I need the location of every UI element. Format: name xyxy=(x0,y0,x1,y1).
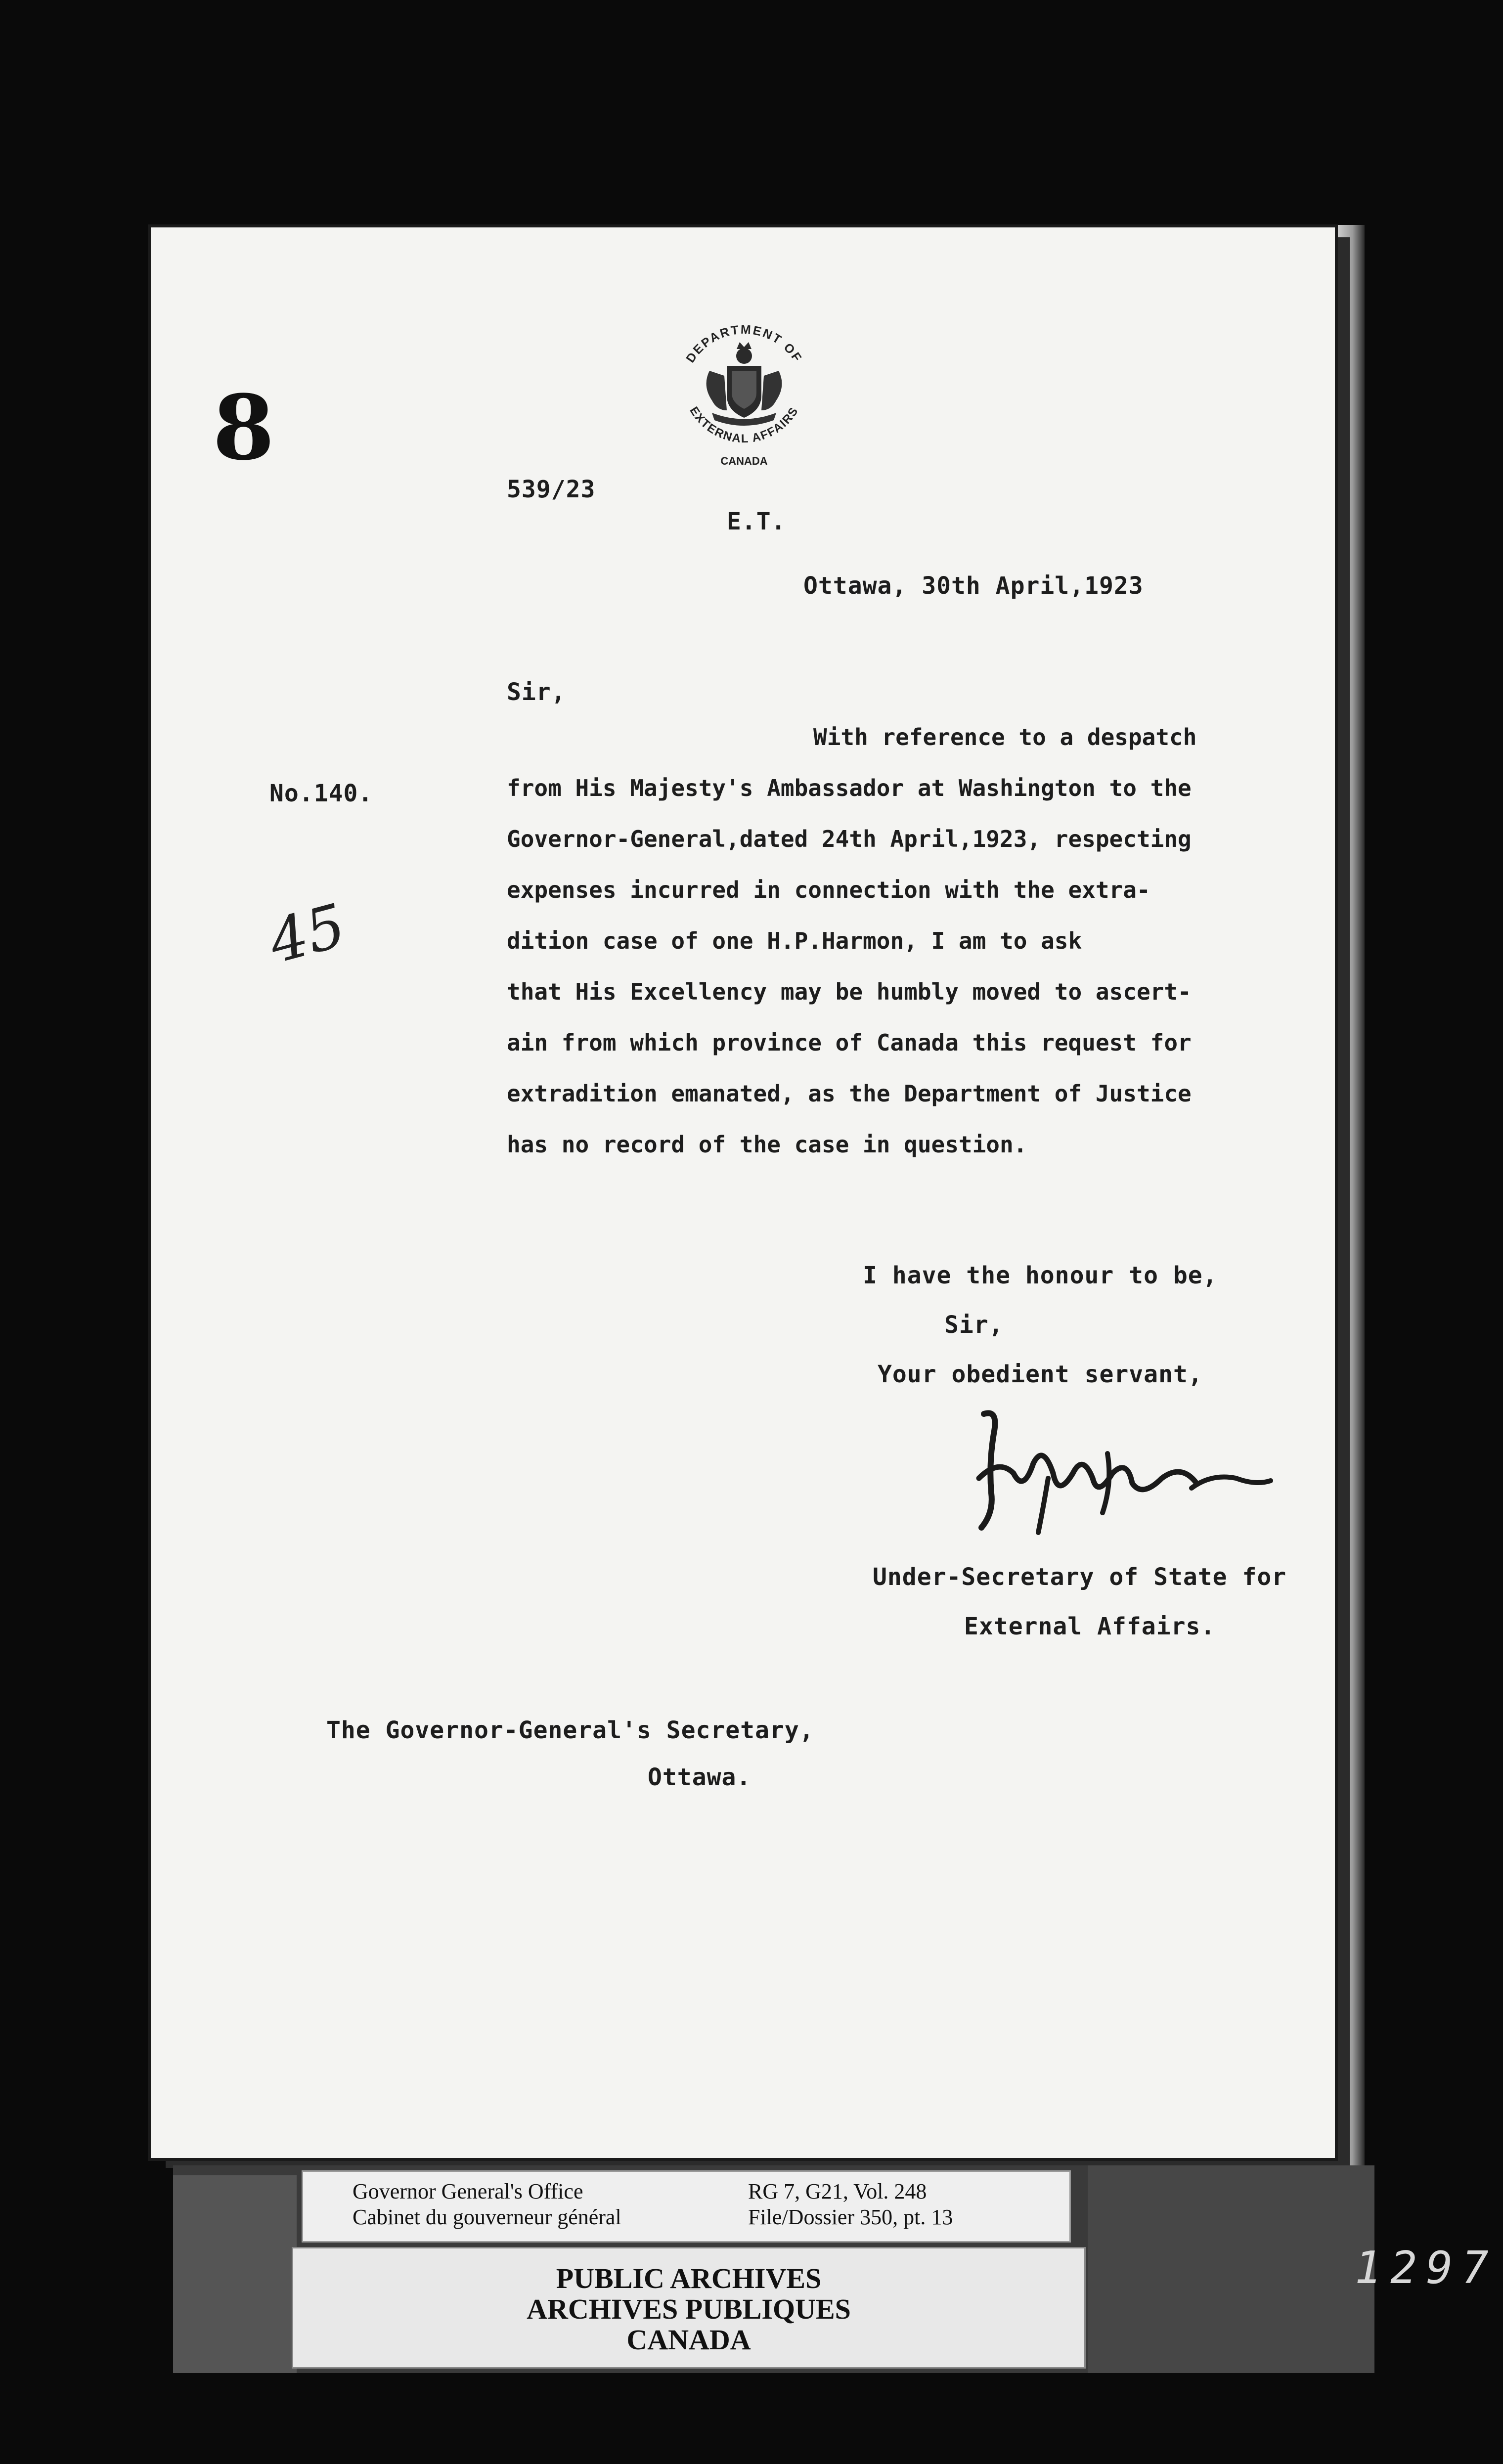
margin-reference-number: No.140. xyxy=(269,780,373,807)
crest-text-country: CANADA xyxy=(720,455,768,467)
closing-line-2: Sir, xyxy=(944,1311,1004,1339)
closing-line-1: I have the honour to be, xyxy=(863,1262,1218,1289)
signatory-title-line-2: External Affairs. xyxy=(964,1613,1216,1640)
office-name-en: Governor General's Office xyxy=(353,2179,583,2203)
body-line: has no record of the case in question. xyxy=(507,1131,1027,1158)
letter-body xyxy=(507,712,1308,1170)
office-name-fr: Cabinet du gouverneur général xyxy=(353,2205,621,2229)
archives-name-fr: ARCHIVES PUBLIQUES xyxy=(527,2293,851,2325)
department-crest-icon xyxy=(663,307,826,470)
signatory-title-line-1: Under-Secretary of State for xyxy=(873,1563,1287,1591)
public-archives-stamp xyxy=(292,2247,1086,2369)
archive-reference-card xyxy=(302,2170,1071,2243)
addressee-line-2: Ottawa. xyxy=(648,1763,752,1791)
body-line: Governor-General,dated 24th April,1923, respecting xyxy=(507,826,1192,852)
body-line: from His Majesty's Ambassador at Washington to the xyxy=(507,775,1192,801)
closing-line-3: Your obedient servant, xyxy=(878,1361,1203,1388)
file-dossier-reference: File/Dossier 350, pt. 13 xyxy=(748,2205,953,2229)
crest-text-top: DEPARTMENT OF xyxy=(683,322,805,365)
folio-mark: 8 xyxy=(213,376,275,480)
strip-shadow-left xyxy=(173,2175,297,2373)
typist-initials: E.T. xyxy=(727,508,786,535)
body-line: ain from which province of Canada this request for xyxy=(507,1029,1192,1056)
microfilm-frame-number: 1297 xyxy=(1355,2242,1498,2294)
record-group-reference: RG 7, G21, Vol. 248 xyxy=(748,2179,927,2203)
paper-stack-edge xyxy=(1335,225,1365,2165)
salutation: Sir, xyxy=(507,678,566,706)
strip-shadow-right xyxy=(1088,2165,1374,2373)
body-line: With reference to a despatch xyxy=(813,724,1197,750)
body-line: dition case of one H.P.Harmon, I am to ask xyxy=(507,927,1082,954)
signature-icon xyxy=(959,1404,1281,1557)
body-line: that His Excellency may be humbly moved to ascert- xyxy=(507,978,1192,1005)
place-and-date: Ottawa, 30th April,1923 xyxy=(803,572,1144,600)
crest-text-bottom: EXTERNAL AFFAIRS xyxy=(687,404,801,446)
body-line: extradition emanated, as the Department of Justice xyxy=(507,1080,1192,1107)
archives-country: CANADA xyxy=(626,2324,751,2356)
addressee-line-1: The Governor-General's Secretary, xyxy=(326,1716,814,1744)
file-reference: 539/23 xyxy=(507,476,596,503)
body-line: expenses incurred in connection with the extra- xyxy=(507,877,1150,903)
archives-name-en: PUBLIC ARCHIVES xyxy=(556,2262,822,2294)
margin-pencil-number: 45 xyxy=(262,891,353,977)
